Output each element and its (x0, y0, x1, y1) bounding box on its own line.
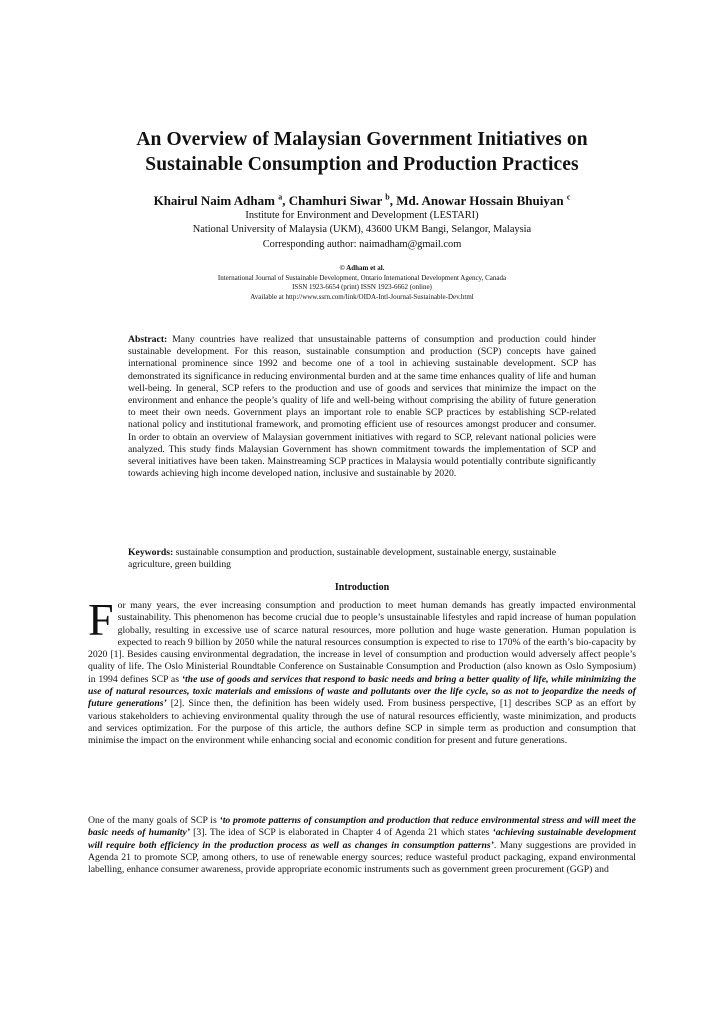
intro-p2-text-a: One of the many goals of SCP is (88, 815, 220, 826)
author-1: Khairul Naim Adham (153, 193, 275, 208)
author-1-affil-mark: a (278, 192, 283, 202)
affiliation-institute: Institute for Environment and Development (LESTARI) (245, 210, 479, 221)
corresponding-author: Corresponding author: naimadham@gmail.com (262, 238, 462, 250)
section-heading-introduction: Introduction (334, 582, 390, 593)
keywords (128, 547, 596, 571)
affiliation-block (80, 209, 644, 252)
keywords-text: sustainable consumption and production, sustainable development, sustainable energy, sustainable agriculture, green building (128, 547, 557, 571)
journal-info (80, 264, 644, 302)
intro-p1-text-b: [2]. Since then, the definition has been widely used. From business perspective, [1] describes SCP as an effort by various stakeholders to achieving environmental quality through the use of natural resources efficiently, waste minimization, and products and services optimization. For the purpose of this article, the authors define SCP in simple term as production and consumption that minimise the impact on the environment while enhancing social and economic condition for present and future generations. (88, 698, 636, 747)
author-2-affil-mark: b (385, 192, 390, 202)
intro-p2-quote-2: ‘achieving sustainable development will require both efficiency in the production process as well as changes in consumption patterns’ (88, 827, 636, 851)
title-line-2: Sustainable Consumption and Production Practices (145, 154, 579, 175)
intro-p2-quote-1: ‘to promote patterns of consumption and production that reduce environmental stress and will meet the basic needs of humanity’ (88, 815, 636, 839)
author-list (80, 192, 644, 209)
drop-cap: F (88, 594, 114, 645)
abstract-label: Abstract: (128, 334, 168, 345)
author-2: Chamhuri Siwar (288, 193, 383, 208)
intro-p1-quote: ‘the use of goods and services that respond to basic needs and bring a better quality of life, while minimizing the use of natural resources, toxic materials and emissions of waste and pollutants over the life cycle, so as not to jeopardize the needs of future generations’ (88, 673, 636, 710)
introduction-paragraph-1 (88, 594, 636, 748)
intro-p2-text-c: . Many suggestions are provided in Agenda 21 to promote SCP, among others, to use of renewable energy sources; reduce wasteful product packaging, expand environmental labelling, enhance consumer awareness, provide appropriate economic instruments such as government green procurement (GGP) and (88, 839, 637, 876)
abstract (128, 334, 596, 480)
author-separator: , (282, 193, 289, 208)
author-3-affil-mark: c (566, 192, 571, 202)
keywords-label: Keywords: (128, 547, 174, 558)
author-3: Md. Anowar Hossain Bhuiyan (396, 193, 564, 208)
intro-p1-text-a: or many years, the ever increasing consumption and production to meet human demands has greatly impacted environmental sustainability. This phenomenon has become crucial due to people’s unsustainable lifestyles and rapid increase of human population globally, resulting in excessive use of scarce natural resources, more pollution and huge waste generation. Human population is expected to reach 9 billion by 2050 while the natural resources consumption is expected to rise to 170% of the earth’s bio-capacity by 2020 [1]. Besides causing environmental degradation, the increase in level of consumption and production would adversely affect people’s quality of life. The Oslo Ministerial Roundtable Conference on Sustainable Consumption and Production (also known as Oslo Symposium) in 1994 defines SCP as (88, 600, 636, 685)
journal-name: International Journal of Sustainable Development, Ontario International Development Agency, Canada (217, 273, 507, 282)
copyright-line: © Adham et al. (339, 264, 385, 272)
abstract-text: Many countries have realized that unsustainable patterns of consumption and production could hinder sustainable development. For this reason, sustainable consumption and production (SCP) concepts have gained international prominence since 1992 and become one of a tool in achieving sustainable development. SCP has demonstrated its significance in reducing environmental burden and at the same time enhances quality of life and human well-being. In general, SCP refers to the production and use of goods and services that minimize the impact on the environment and enhance the people’s quality of life and well-being without comprising the ability of future generation to meet their own needs. Government plays an important role to enable SCP practices by establishing SCP-related national policy and institutional framework, and promoting efficient use of resources amongst producer and consumer. In order to obtain an overview of Malaysian government initiatives with regard to SCP, relevant national policies were analyzed. This study finds Malaysian Government has shown commitment towards the implementation of SCP and several initiatives have been taken. Mainstreaming SCP practices in Malaysia would potentially contribute significantly towards achieving high income developed nation, inclusive and sustainable by 2020. (128, 334, 597, 480)
journal-availability: Available at http://www.ssrn.com/link/OIDA-Intl-Journal-Sustainable-Dev.html (250, 292, 474, 301)
author-separator: , (389, 193, 397, 208)
introduction-paragraph-2 (88, 815, 636, 876)
journal-issn: ISSN 1923-6654 (print) ISSN 1923-6662 (online) (292, 283, 432, 292)
title-line-1: An Overview of Malaysian Government Initiatives on (136, 129, 588, 150)
intro-p2-text-b: [3]. The idea of SCP is elaborated in Chapter 4 of Agenda 21 which states (190, 827, 493, 839)
affiliation-university: National University of Malaysia (UKM), 43600 UKM Bangi, Selangor, Malaysia (192, 224, 532, 236)
paper-title (80, 127, 644, 177)
